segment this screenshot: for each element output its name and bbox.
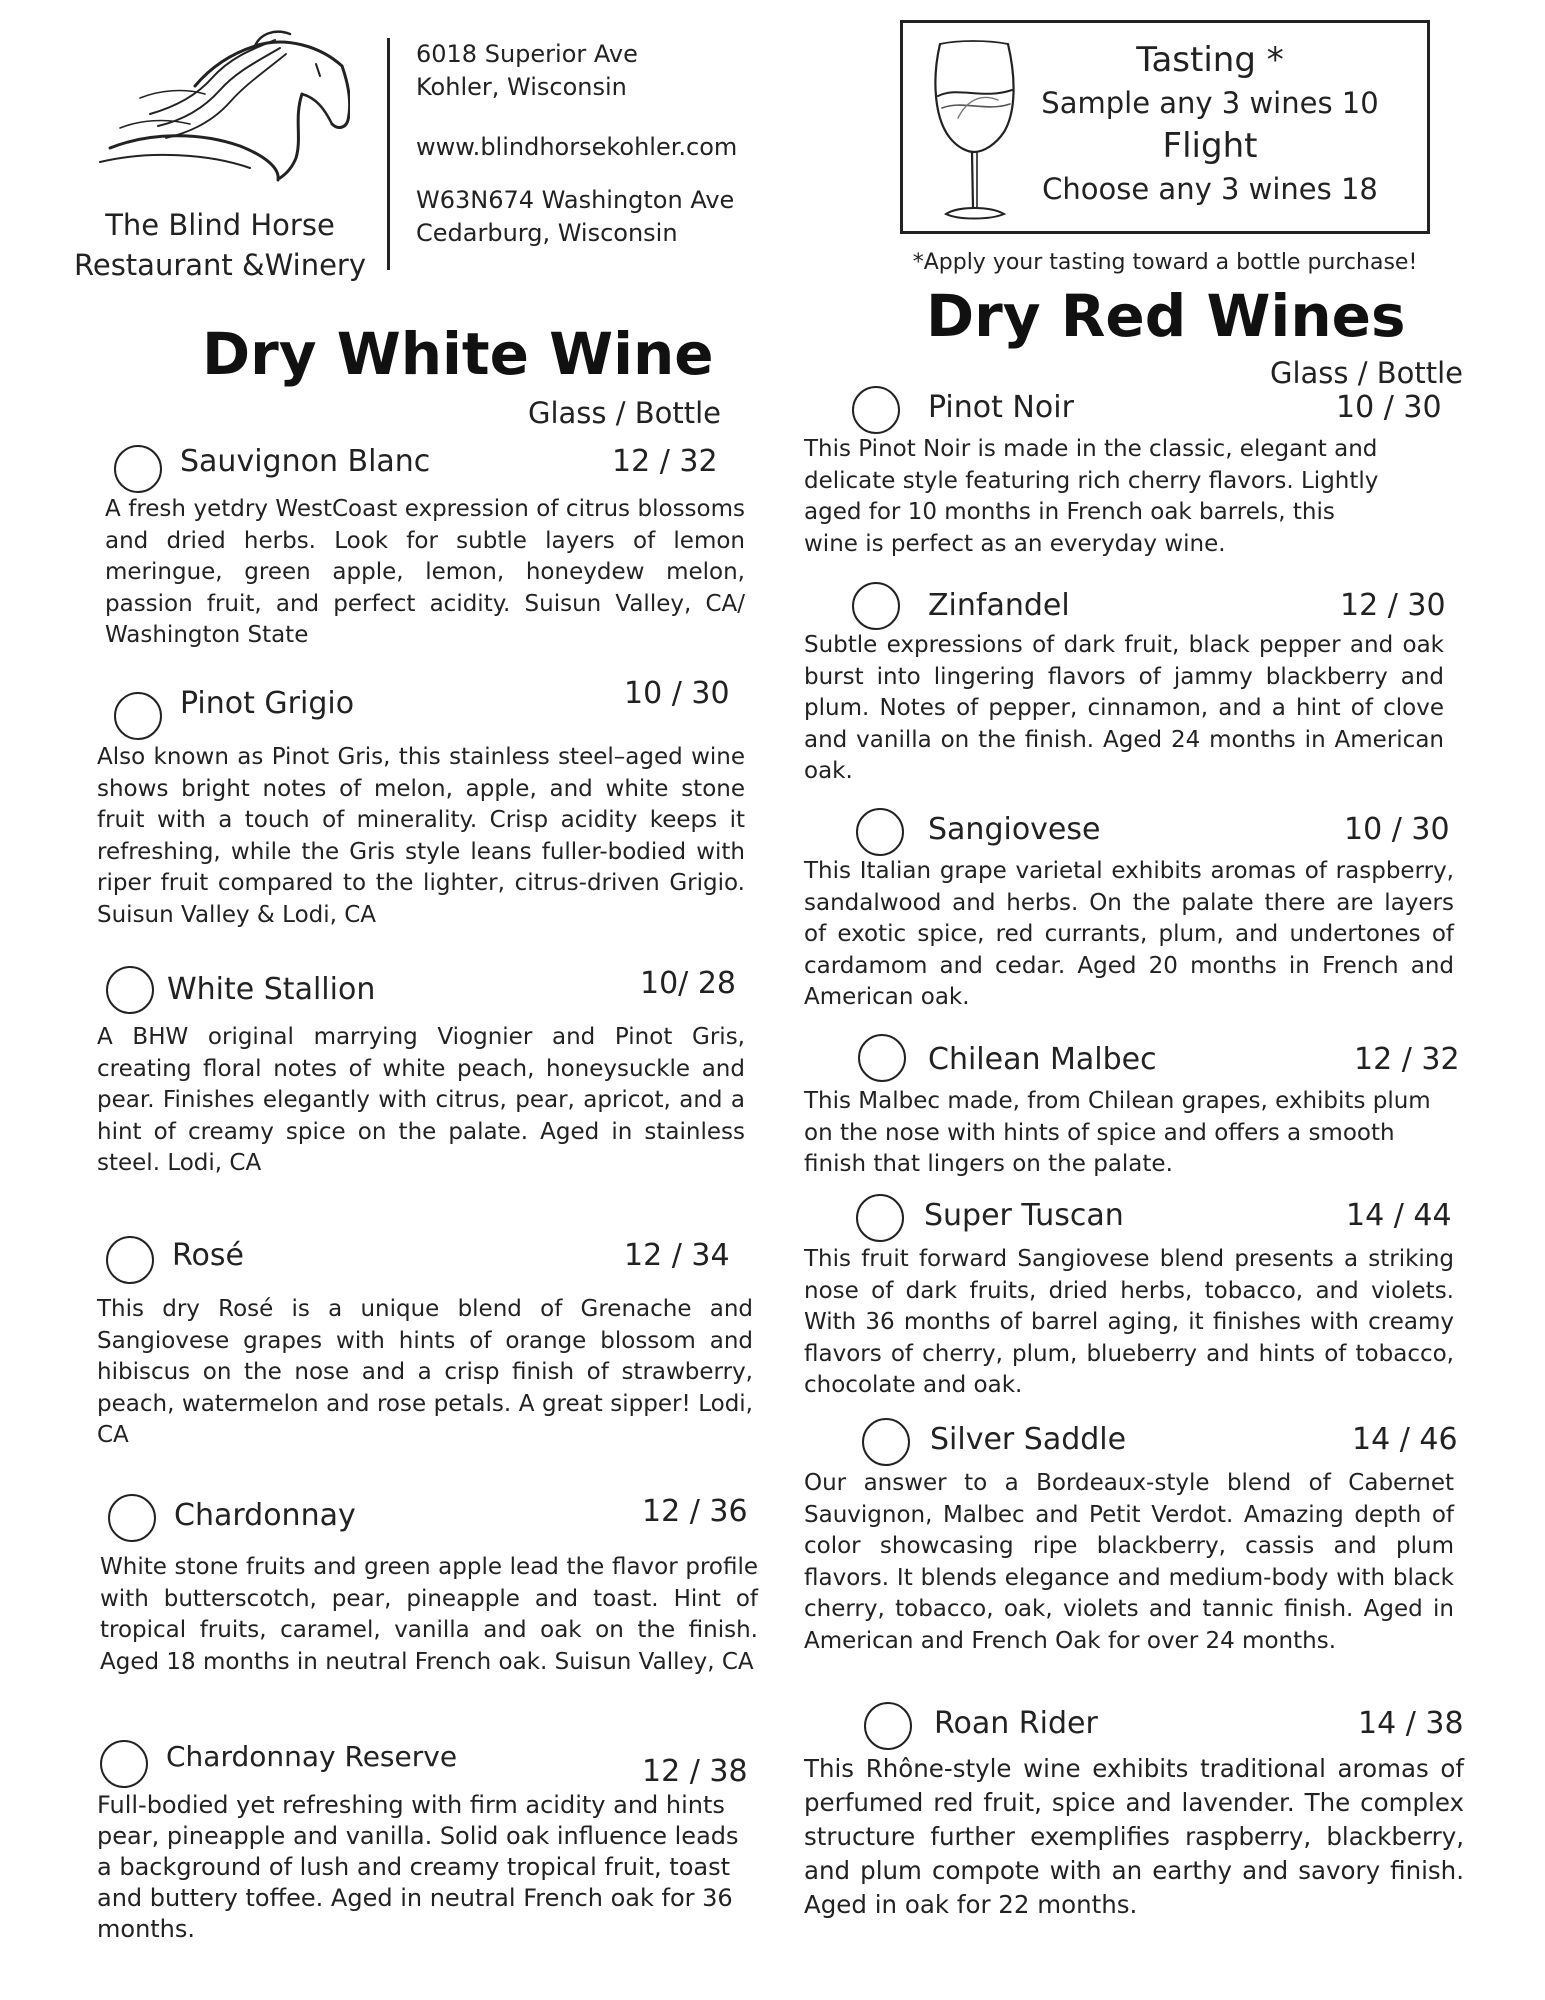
- wine-description: This dry Rosé is a unique blend of Grenache and Sangiovese grapes with hints of orange blossom and hibiscus on the nose and a crisp finish of strawberry, peach, watermelon and rose petals. A great sipper! Lodi, CA: [97, 1296, 753, 1448]
- select-checkbox-super-tuscan[interactable]: [856, 1194, 904, 1242]
- wine-name: Pinot Noir: [928, 390, 1074, 425]
- wine-price: 12 / 32: [1354, 1042, 1460, 1077]
- wine-description: White stone fruits and green apple lead the flavor profile with butterscotch, pear, pineapple and toast. Hint of tropical fruits, caramel, vanilla and oak on the finish. Aged 18 months in neutral French oak. Suisun Valley, CA: [100, 1554, 758, 1675]
- select-checkbox-silver-saddle[interactable]: [862, 1418, 910, 1466]
- brand-line-2: Restaurant &Winery: [74, 248, 366, 282]
- select-checkbox-zinfandel[interactable]: [852, 582, 900, 630]
- select-checkbox-chardonnay-reserve[interactable]: [100, 1740, 148, 1788]
- wine-price: 14 / 44: [1346, 1198, 1452, 1233]
- wine-glass-icon: [928, 38, 1018, 222]
- select-checkbox-pinot-grigio[interactable]: [114, 692, 162, 740]
- white-glass-bottle-label: Glass / Bottle: [528, 396, 722, 430]
- select-checkbox-chilean-malbec[interactable]: [858, 1034, 906, 1082]
- wine-price: 12 / 30: [1340, 588, 1446, 623]
- website-link[interactable]: www.blindhorsekohler.com: [416, 133, 738, 161]
- select-checkbox-roan-rider[interactable]: [864, 1702, 912, 1750]
- wine-price: 14 / 46: [1352, 1422, 1458, 1457]
- wine-description: This Rhône-style wine exhibits traditional aromas of perfumed red fruit, spice and lavender. The complex structure further exemplifies raspberry, blackberry, and plum compote with an earthy and savory finish. Aged in oak for 22 months.: [804, 1754, 1464, 1919]
- tasting-title: Tasting *: [1136, 40, 1284, 80]
- address-kohler-line-2: Kohler, Wisconsin: [416, 73, 627, 101]
- wine-name: White Stallion: [167, 972, 376, 1007]
- wine-name: Sauvignon Blanc: [180, 444, 431, 479]
- select-checkbox-pinot-noir[interactable]: [852, 386, 900, 434]
- brand-line-1: The Blind Horse: [105, 208, 335, 242]
- wine-name: Pinot Grigio: [180, 686, 355, 721]
- red-glass-bottle-label: Glass / Bottle: [1270, 356, 1464, 390]
- wine-description: This Italian grape varietal exhibits aromas of raspberry, sandalwood and herbs. On the palate there are layers of exotic spice, red currants, plum, and undertones of cardamom and cedar. Aged 20 months in French and American oak.: [804, 858, 1454, 1010]
- wine-name: Sangiovese: [928, 812, 1101, 847]
- wine-price: 10 / 30: [1344, 812, 1450, 847]
- address-kohler-line-1: 6018 Superior Ave: [416, 40, 638, 68]
- wine-price: 10 / 30: [624, 676, 730, 711]
- wine-price: 10 / 30: [1336, 390, 1442, 425]
- wine-description: A BHW original marrying Viognier and Pinot Gris, creating floral notes of white peach, honeysuckle and pear. Finishes elegantly with citrus, pear, apricot, and a hint of creamy spice on the palate. Aged in stainless steel. Lodi, CA: [97, 1024, 745, 1176]
- red-section-title: Dry Red Wines: [926, 282, 1406, 350]
- wine-price: 12 / 34: [624, 1238, 730, 1273]
- wine-name: Chilean Malbec: [928, 1042, 1157, 1077]
- select-checkbox-white-stallion[interactable]: [106, 966, 154, 1014]
- wine-description: This Malbec made, from Chilean grapes, exhibits plum on the nose with hints of spice and offers a smooth finish that lingers on the palate.: [804, 1088, 1431, 1177]
- flight-choose-line: Choose any 3 wines 18: [1042, 172, 1378, 206]
- wine-description: A fresh yetdry WestCoast expression of citrus blossoms and dried herbs. Look for subtle layers of lemon meringue, green apple, lemon, honeydew melon, passion fruit, and perfect acidity. Suisun Valley, CA/ Washington State: [105, 496, 745, 648]
- wine-price: 12 / 36: [642, 1494, 748, 1529]
- wine-price: 14 / 38: [1358, 1706, 1464, 1741]
- flight-title: Flight: [1162, 126, 1258, 166]
- wine-price: 10/ 28: [640, 966, 736, 1001]
- wine-name: Roan Rider: [934, 1706, 1098, 1741]
- address-cedarburg-line-2: Cedarburg, Wisconsin: [416, 219, 678, 247]
- wine-description: This Pinot Noir is made in the classic, elegant and delicate style featuring rich cherry flavors. Lightly aged for 10 months in French oak barrels, this wine is perfect as an everyday wine.: [804, 436, 1379, 557]
- white-section-title: Dry White Wine: [202, 320, 714, 388]
- select-checkbox-sauvignon-blanc[interactable]: [114, 445, 162, 493]
- wine-price: 12 / 38: [642, 1754, 748, 1789]
- header-divider: [387, 38, 390, 270]
- wine-description: Subtle expressions of dark fruit, black pepper and oak burst into lingering flavors of jammy blackberry and plum. Notes of pepper, cinnamon, and a hint of clove and vanilla on the finish. Aged 24 months in American oak.: [804, 632, 1444, 784]
- select-checkbox-rose[interactable]: [106, 1236, 154, 1284]
- wine-price: 12 / 32: [612, 444, 718, 479]
- tasting-sample-line: Sample any 3 wines 10: [1041, 86, 1379, 120]
- wine-name: Rosé: [172, 1238, 244, 1273]
- wine-name: Chardonnay: [174, 1498, 356, 1533]
- select-checkbox-chardonnay[interactable]: [108, 1494, 156, 1542]
- wine-description: Full-bodied yet refreshing with firm acidity and hints pear, pineapple and vanilla. Solid oak influence leads a background of lush and creamy tropical fruit, toast and buttery toffee. Aged in neutral French oak for 36 months.: [97, 1791, 739, 1943]
- wine-name: Zinfandel: [928, 588, 1070, 623]
- wine-name: Chardonnay Reserve: [166, 1740, 458, 1773]
- brand-name: [60, 205, 380, 285]
- address-cedarburg-line-1: W63N674 Washington Ave: [416, 186, 735, 214]
- wine-description: This fruit forward Sangiovese blend presents a striking nose of dark fruits, dried herbs, tobacco, and violets. With 36 months of barrel aging, it finishes with creamy flavors of cherry, plum, blueberry and hints of tobacco, chocolate and oak.: [804, 1246, 1454, 1398]
- wine-name: Super Tuscan: [924, 1198, 1124, 1233]
- wine-name: Silver Saddle: [930, 1422, 1127, 1457]
- horse-logo-icon: [80, 28, 350, 198]
- wine-description: Also known as Pinot Gris, this stainless steel–aged wine shows bright notes of melon, apple, and white stone fruit with a touch of minerality. Crisp acidity keeps it refreshing, while the Gris style leans fuller-bodied with riper fruit compared to the lighter, citrus-driven Grigio. Suisun Valley & Lodi, CA: [97, 744, 745, 928]
- wine-description: Our answer to a Bordeaux-style blend of Cabernet Sauvignon, Malbec and Petit Verdot. Amazing depth of color showcasing ripe blackberry, cassis and plum flavors. It blends elegance and medium-body with black cherry, tobacco, oak, violets and tannic finish. Aged in American and French Oak for over 24 months.: [804, 1470, 1454, 1654]
- select-checkbox-sangiovese[interactable]: [856, 808, 904, 856]
- tasting-note: *Apply your tasting toward a bottle purchase!: [912, 250, 1418, 275]
